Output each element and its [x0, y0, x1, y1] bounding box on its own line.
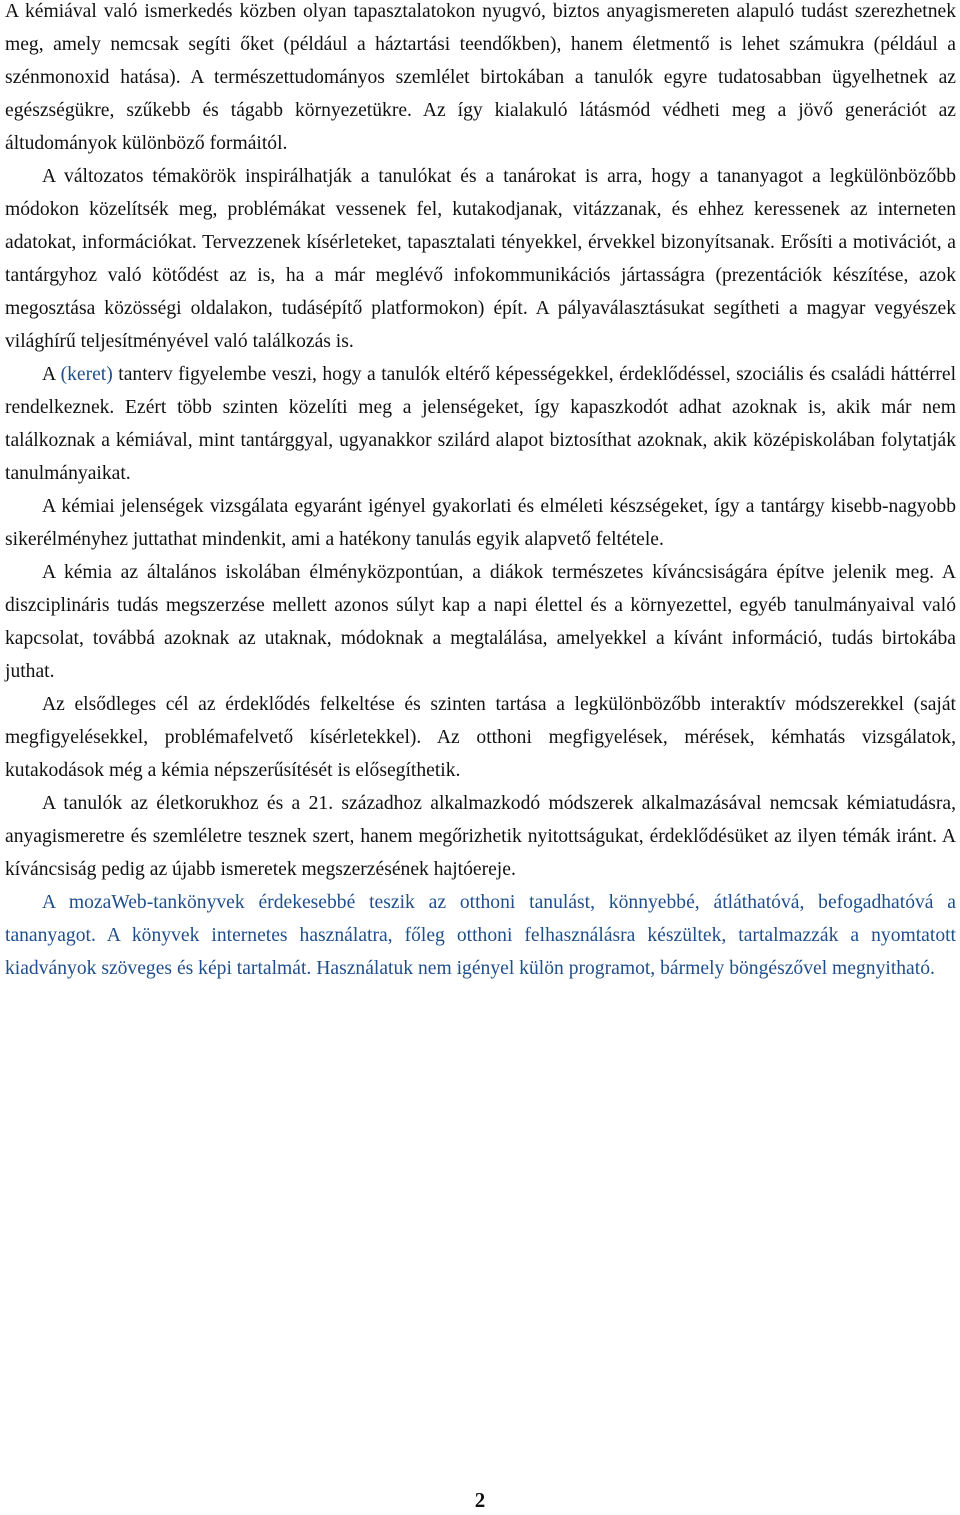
paragraph-chemistry-benefits [5, 0, 956, 160]
paragraph-skills [5, 490, 956, 556]
paragraph-methods [5, 787, 956, 886]
paragraph-experience-centered [5, 556, 956, 688]
page-number: 2 [474, 1488, 486, 1512]
paragraph-text: A kémiával való ismerkedés közben olyan tapasztalatokon nyugvó, biztos anyagismereten alapuló tudást szerezhetnek meg, amely nemcsak segíti őket (például a háztartási teendőkben), hanem életmentő is lehet számukra (például a szénmonoxid hatása). A természettudományos szemlélet birtokában a tanulók egyre tudatosabban ügyelhetnek az egészségükre, szűkebb és tágabb környezetükre. Az így kialakuló látásmód védheti meg a jövő generációt az áltudományok különböző formáitól. [5, 1, 956, 154]
paragraph-text: A kémiai jelenségek vizsgálata egyaránt igényel gyakorlati és elméleti készségeket, így a tantárgy kisebb-nagyobb sikerélményhez juttathat mindenkit, ami a hatékony tanulás egyik alapvető feltétele. [5, 496, 956, 550]
paragraph-curriculum-framework [5, 358, 956, 490]
paragraph-primary-goal [5, 688, 956, 787]
paragraph-text: A [42, 364, 61, 385]
paragraph-text: A változatos témakörök inspirálhatják a tanulókat és a tanárokat is arra, hogy a tananyagot a legkülönbözőbb módokon közelítsék meg, problémákat vessenek fel, kutakodjanak, vitázzanak, és ehhez keressenek az interneten adatokat, információkat. Tervezzenek kísérleteket, tapasztalati tényekkel, érvekkel bizonyítsanak. Erősíti a motivációt, a tantárgyhoz való kötődést az is, ha a már meglévő infokommunikációs jártasságra (prezentációk készítése, azok megosztása közösségi oldalakon, tudásépítő platformokon) épít. A pályaválasztásukat segítheti a magyar vegyészek világhírű teljesítményével való találkozás is. [5, 166, 956, 352]
paragraph-text: A mozaWeb-tankönyvek érdekesebbé teszik az otthoni tanulást, könnyebbé, átláthatóvá, befogadhatóvá a tananyagot. A könyvek internetes használatra, főleg otthoni felhasználásra készültek, tartalmazzák a nyomtatott kiadványok szöveges és képi tartalmát. Használatuk nem igényel külön programot, bármely böngészővel megnyitható. [5, 892, 956, 979]
document-page [5, 0, 956, 985]
paragraph-text: A kémia az általános iskolában élményközpontúan, a diákok természetes kíváncsiságára építve jelenik meg. A diszciplináris tudás megszerzése mellett azonos súlyt kap a napi élettel és a környezettel, egyéb tanulmányaival való kapcsolat, továbbá azoknak az utaknak, módoknak a megtalálása, amelyekkel a kívánt információ, tudás birtokába juthat. [5, 562, 956, 682]
paragraph-topics-inspiration [5, 160, 956, 358]
paragraph-text: tanterv figyelembe veszi, hogy a tanulók eltérő képességekkel, érdeklődéssel, szociális és családi háttérrel rendelkeznek. Ezért több szinten közelíti meg a jelenségeket, így kapaszkodót adhat azoknak is, akik már nem találkoznak a kémiával, mint tantárggyal, ugyanakkor szilárd alapot biztosíthat azoknak, akik középiskolában folytatják tanulmányaikat. [5, 364, 957, 484]
paragraph-text: A tanulók az életkorukhoz és a 21. századhoz alkalmazkodó módszerek alkalmazásával nemcsak kémiatudásra, anyagismeretre és szemléletre tesznek szert, hanem megőrizhetik nyitottságukat, érdeklődésüket az ilyen témák iránt. A kíváncsiság pedig az újabb ismeretek megszerzésének hajtóereje. [5, 793, 956, 880]
paragraph-mozaweb [5, 886, 956, 985]
paragraph-text: Az elsődleges cél az érdeklődés felkeltése és szinten tartása a legkülönbözőbb interaktív módszerekkel (saját megfigyelésekkel, problémafelvető kísérletekkel). Az otthoni megfigyelések, mérések, kémhatás vizsgálatok, kutakodások még a kémia népszerűsítését is elősegíthetik. [5, 694, 956, 781]
keret-highlight: (keret) [60, 364, 113, 385]
